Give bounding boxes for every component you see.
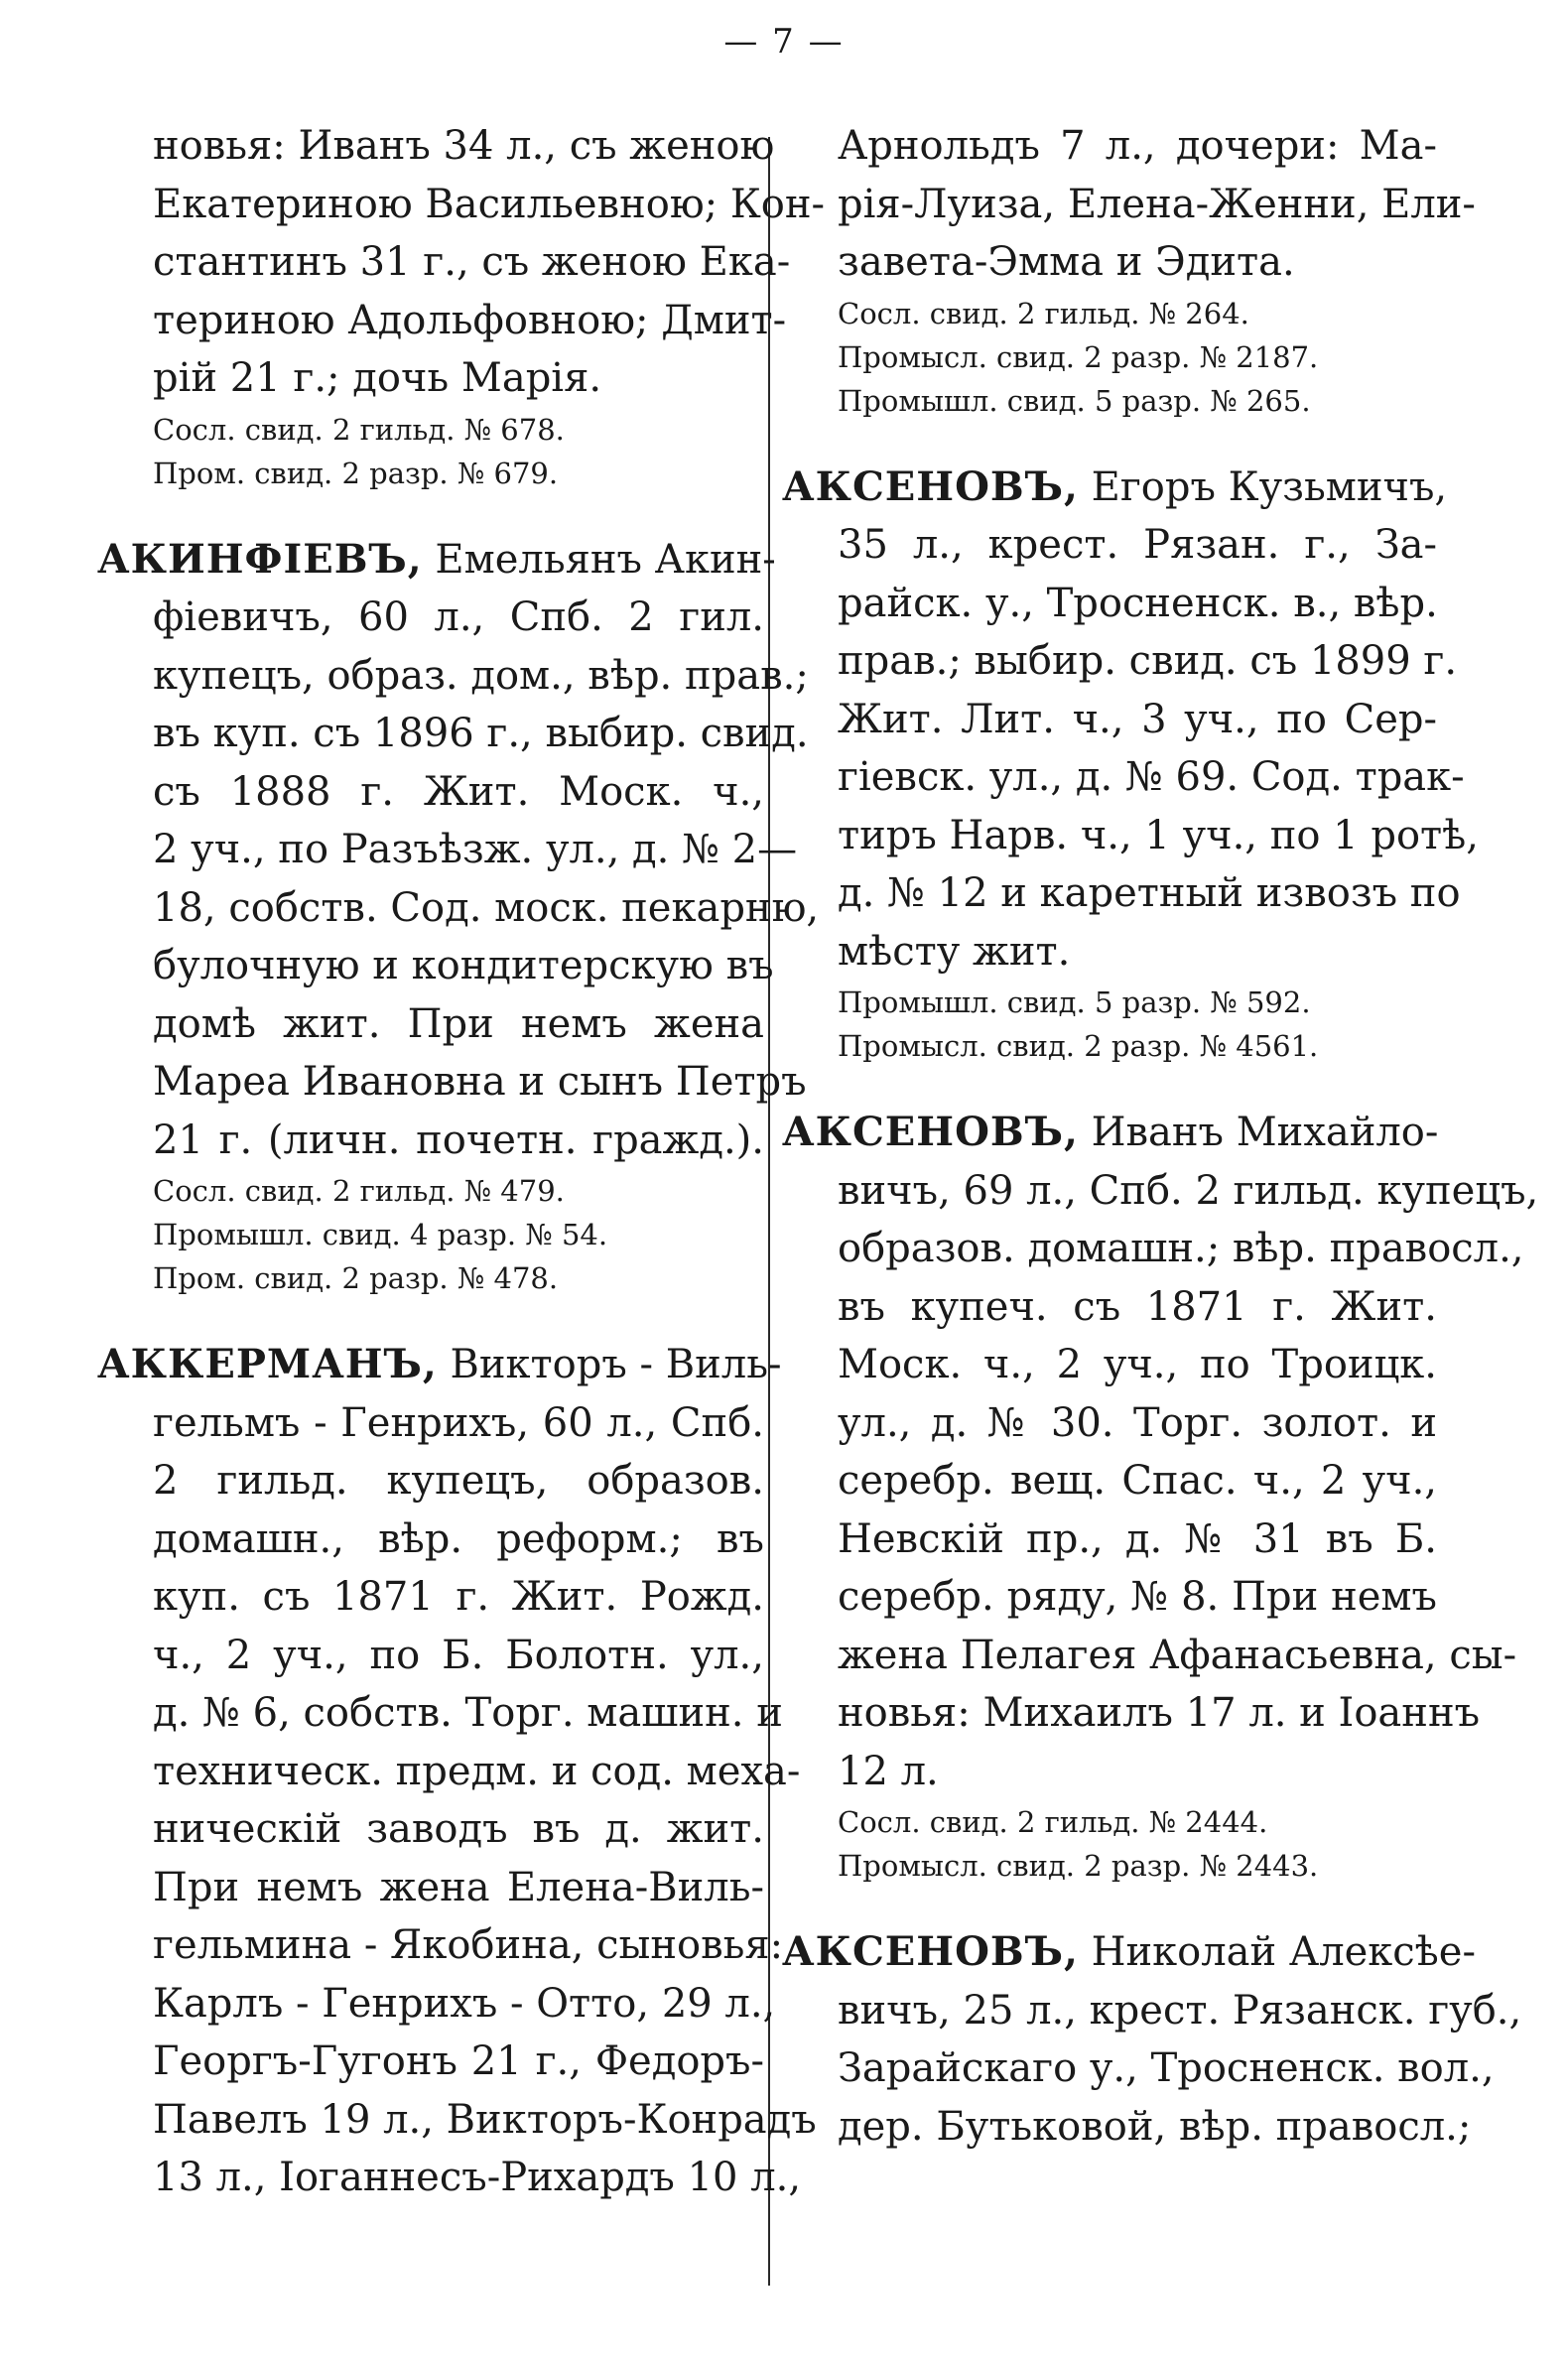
text-line: Мареа Ивановна и сынъ Петръ bbox=[153, 1059, 807, 1105]
certificate-note: Промышл. свид. 5 разр. № 265. bbox=[838, 383, 1311, 418]
text-line: Невскій пр., д. № 31 въ Б. bbox=[838, 1515, 1437, 1562]
text-line: райск. у., Тросненск. в., вѣр. bbox=[838, 580, 1438, 626]
text-line: гельмина - Якобина, сыновья: bbox=[153, 1922, 784, 1968]
entry-akkerman bbox=[97, 1336, 817, 2207]
entry-continuation bbox=[782, 117, 1476, 423]
entry-aksenov-ivan bbox=[782, 1104, 1539, 1888]
text-line: серебр. ряду, № 8. При немъ bbox=[838, 1574, 1437, 1620]
certificate-note: Сосл. свид. 2 гильд. № 264. bbox=[838, 296, 1249, 330]
text-line: 13 л., Іоганнесъ-Рихардъ 10 л., bbox=[153, 2155, 802, 2200]
certificate-note: Промысл. свид. 2 разр. № 2187. bbox=[838, 339, 1319, 374]
text-line: 2 уч., по Разъѣзж. ул., д. № 2— bbox=[153, 827, 798, 872]
text-line: Жит. Лит. ч., 3 уч., по Сер- bbox=[838, 696, 1437, 742]
text-line: Зарайскаго у., Тросненск. вол., bbox=[838, 2045, 1495, 2091]
text-line: Георгъ-Гугонъ 21 г., Федоръ- bbox=[153, 2038, 764, 2084]
text-line: въ купеч. съ 1871 г. Жит. bbox=[838, 1283, 1437, 1330]
text-line: стантинъ 31 г., съ женою Ека- bbox=[153, 239, 791, 285]
text-line: 18, собств. Сод. моск. пекарню, bbox=[153, 884, 820, 931]
text-line: ническій заводъ въ д. жит. bbox=[153, 1806, 764, 1852]
text-line: гіевск. ул., д. № 69. Сод. трак- bbox=[838, 754, 1465, 800]
text-line: 35 л., крест. Рязан. г., За- bbox=[838, 522, 1437, 568]
text-line: ч., 2 уч., по Б. Болотн. ул., bbox=[153, 1632, 764, 1678]
text-line: 21 г. (личн. почетн. гражд.). bbox=[153, 1116, 764, 1163]
text-line: дер. Бутьковой, вѣр. правосл.; bbox=[838, 2103, 1472, 2150]
entry-aksenov-egor bbox=[782, 459, 1479, 1069]
certificate-note: Промышл. свид. 4 разр. № 54. bbox=[153, 1218, 608, 1251]
certificate-note: Промысл. свид. 2 разр. № 2443. bbox=[838, 1849, 1319, 1883]
text-line: д. № 6, собств. Торг. машин. и bbox=[153, 1690, 783, 1736]
text-line: домашн., вѣр. реформ.; въ bbox=[153, 1515, 764, 1562]
text-line: образов. домашн.; вѣр. правосл., bbox=[838, 1226, 1524, 1271]
text-line: 2 гильд. купецъ, образов. bbox=[153, 1458, 764, 1504]
text-line: техническ. предм. и сод. меха- bbox=[153, 1748, 801, 1794]
text-line: домѣ жит. При немъ жена bbox=[153, 1000, 764, 1047]
text-line: 12 л. bbox=[838, 1748, 939, 1794]
text-line: Карлъ - Генрихъ - Отто, 29 л., bbox=[153, 1980, 776, 2027]
text-line: ул., д. № 30. Торг. золот. и bbox=[838, 1399, 1437, 1446]
entry-name: АКИНФІЕВЪ, bbox=[97, 535, 423, 583]
text-line: серебр. вещ. Спас. ч., 2 уч., bbox=[838, 1458, 1437, 1504]
text-line: куп. съ 1871 г. Жит. Рожд. bbox=[153, 1574, 764, 1620]
certificate-note: Пром. свид. 2 разр. № 478. bbox=[153, 1261, 559, 1295]
text-line: териною Адольфовною; Дмит- bbox=[153, 297, 787, 343]
text-line: завета-Эмма и Эдита. bbox=[838, 239, 1295, 285]
entry-name: АКСЕНОВЪ, bbox=[782, 1109, 1079, 1155]
text-line: Иванъ Михайло- bbox=[1078, 1110, 1439, 1155]
text-line: Екатериною Васильевною; Кон- bbox=[153, 181, 826, 227]
text-line: Викторъ - Виль- bbox=[437, 1342, 782, 1387]
text-line: Егоръ Кузьмичъ, bbox=[1078, 463, 1448, 510]
certificate-note: Пром. свид. 2 разр. № 679. bbox=[153, 456, 559, 490]
text-line: вичъ, 25 л., крест. Рязанск. губ., bbox=[838, 1987, 1522, 2034]
text-line: рія-Луиза, Елена-Женни, Ели- bbox=[838, 181, 1476, 227]
certificate-note: Промышл. свид. 5 разр. № 592. bbox=[838, 985, 1311, 1019]
text-line: фіевичъ, 60 л., Спб. 2 гил. bbox=[153, 594, 764, 640]
text-line: новья: Михаилъ 17 л. и Іоаннъ bbox=[838, 1690, 1481, 1736]
text-line: новья: Иванъ 34 л., съ женою bbox=[153, 123, 775, 169]
text-line: При немъ жена Елена-Виль- bbox=[153, 1864, 764, 1910]
entry-akinfiev bbox=[97, 531, 820, 1301]
text-line: гельмъ - Генрихъ, 60 л., Спб. bbox=[153, 1399, 764, 1446]
entry-name: АККЕРМАНЪ, bbox=[97, 1341, 438, 1387]
text-line: д. № 12 и каретный извозъ по bbox=[838, 870, 1461, 916]
certificate-note: Сосл. свид. 2 гильд. № 479. bbox=[153, 1174, 565, 1208]
entry-name: АКСЕНОВЪ, bbox=[782, 1928, 1079, 1975]
text-line: вичъ, 69 л., Спб. 2 гильд. купецъ, bbox=[838, 1167, 1539, 1214]
certificate-note: Сосл. свид. 2 гильд. № 2444. bbox=[838, 1805, 1268, 1839]
entry-aksenov-nikolai bbox=[782, 1923, 1522, 2156]
certificate-note: Сосл. свид. 2 гильд. № 678. bbox=[153, 412, 565, 447]
text-line: Николай Алексѣе- bbox=[1078, 1929, 1476, 1975]
text-line: прав.; выбир. свид. съ 1899 г. bbox=[838, 638, 1458, 684]
text-line: купецъ, образ. дом., вѣр. прав.; bbox=[153, 652, 809, 699]
certificate-note: Промысл. свид. 2 разр. № 4561. bbox=[838, 1029, 1319, 1063]
text-line: тиръ Нарв. ч., 1 уч., по 1 ротѣ, bbox=[838, 812, 1479, 858]
text-line: мѣсту жит. bbox=[838, 928, 1071, 975]
entry-name: АКСЕНОВЪ, bbox=[782, 462, 1079, 510]
page-number: — 7 — bbox=[723, 22, 845, 62]
text-line: булочную и кондитерскую въ bbox=[153, 943, 774, 988]
text-line: съ 1888 г. Жит. Моск. ч., bbox=[153, 768, 764, 815]
text-line: въ куп. съ 1896 г., выбир. свид. bbox=[153, 711, 809, 756]
right-column bbox=[782, 117, 1539, 2156]
text-line: жена Пелагея Афанасьевна, сы- bbox=[838, 1632, 1517, 1678]
text-line: рій 21 г.; дочь Марія. bbox=[153, 355, 602, 401]
text-line: Павелъ 19 л., Викторъ-Конрадъ bbox=[153, 2096, 817, 2143]
left-column bbox=[97, 117, 826, 2207]
text-line: Моск. ч., 2 уч., по Троицк. bbox=[838, 1342, 1437, 1387]
text-line: Арнольдъ 7 л., дочери: Ма- bbox=[838, 123, 1437, 169]
text-line: Емельянъ Акин- bbox=[422, 536, 776, 583]
entry-continuation bbox=[97, 117, 826, 495]
